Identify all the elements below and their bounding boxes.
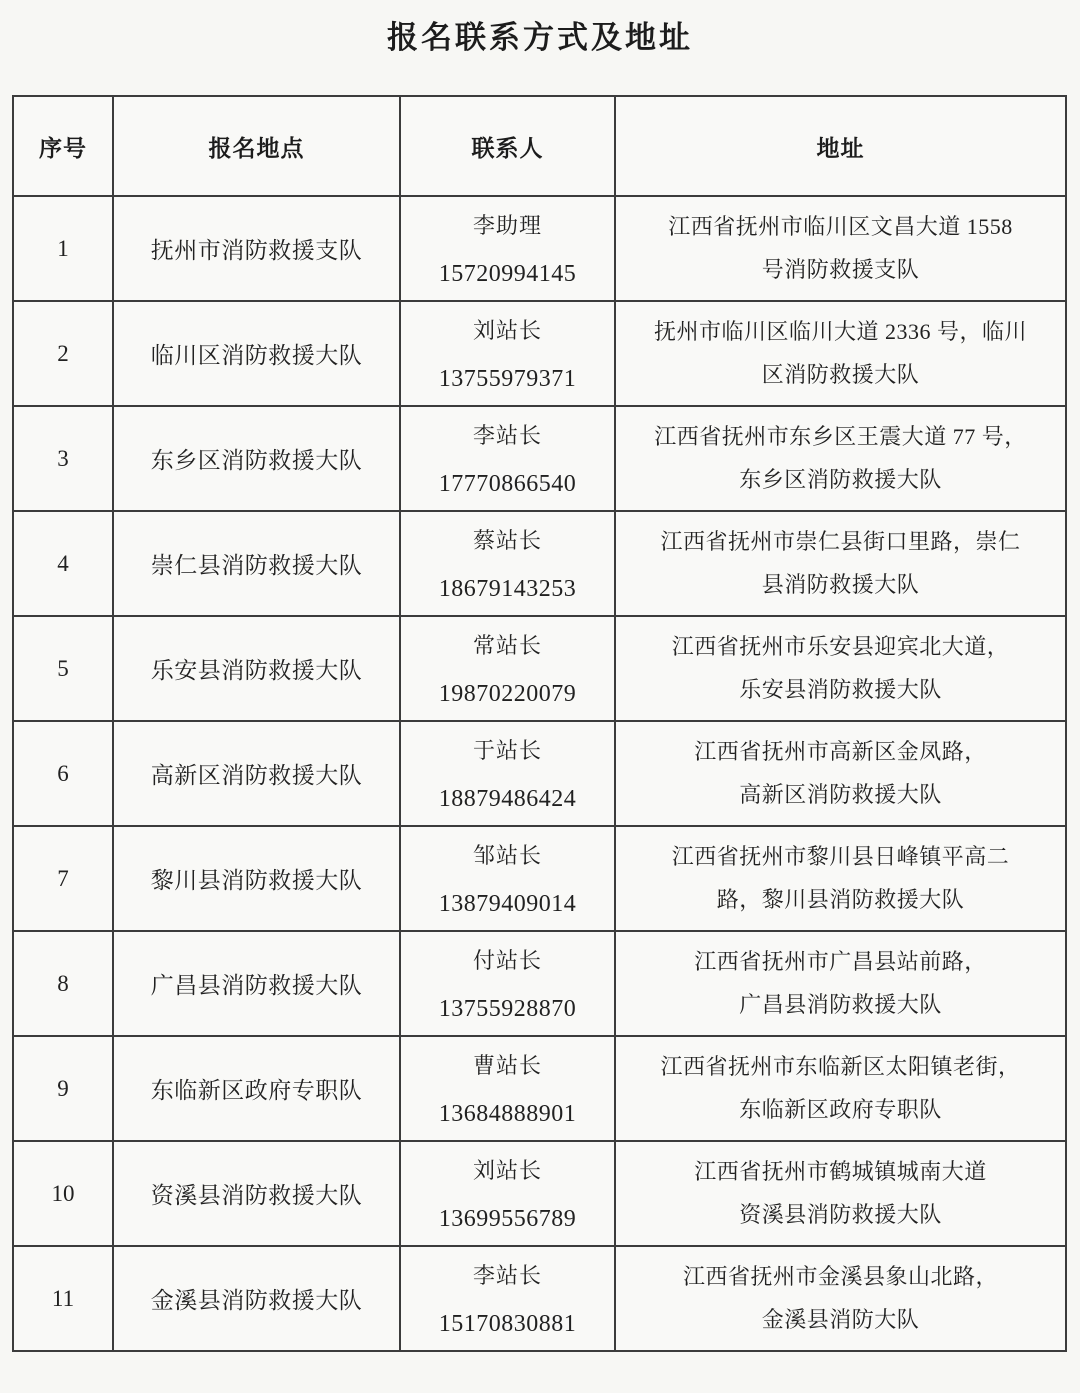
- contact-cell: [400, 406, 615, 511]
- contact-cell: [400, 511, 615, 616]
- table-row: [13, 301, 1066, 406]
- contact-name: 曹站长: [472, 1053, 542, 1078]
- registration-location: 东乡区消防救援大队: [113, 406, 400, 511]
- address-line-2: 东临新区政府专职队: [739, 1097, 942, 1122]
- contact-phone: 15720994145: [438, 261, 577, 287]
- contact-cell: [400, 301, 615, 406]
- contact-name: 李助理: [472, 213, 542, 238]
- table-header-row: [13, 96, 1066, 196]
- contact-name: 李站长: [472, 423, 542, 448]
- address-line-2: 东乡区消防救援大队: [739, 467, 942, 492]
- table-row: [13, 511, 1066, 616]
- registration-location: 临川区消防救援大队: [113, 301, 400, 406]
- table-row: [13, 721, 1066, 826]
- address-line-1: 江西省抚州市金溪县象山北路，: [682, 1263, 998, 1289]
- address-line-1: 江西省抚州市高新区金凤路，: [694, 738, 987, 764]
- registration-location: 崇仁县消防救援大队: [113, 511, 400, 616]
- contact-phone: 15170830881: [438, 1311, 577, 1337]
- table-row: [13, 931, 1066, 1036]
- contact-phone: 18679143253: [438, 576, 577, 602]
- address-cell: [615, 406, 1066, 511]
- contact-cell: [400, 616, 615, 721]
- row-serial-number: 9: [13, 1036, 113, 1141]
- contact-name: 刘站长: [472, 1158, 542, 1183]
- address-line-1: 江西省抚州市乐安县迎宾北大道，: [671, 633, 1010, 659]
- address-line-1: 江西省抚州市黎川县日峰镇平高二: [671, 843, 1010, 869]
- row-serial-number: 11: [13, 1246, 113, 1351]
- table-row: [13, 616, 1066, 721]
- registration-location: 金溪县消防救援大队: [113, 1246, 400, 1351]
- address-cell: [615, 1036, 1066, 1141]
- address-line-2: 高新区消防救援大队: [739, 782, 942, 807]
- registration-location: 东临新区政府专职队: [113, 1036, 400, 1141]
- address-cell: [615, 616, 1066, 721]
- row-serial-number: 4: [13, 511, 113, 616]
- contact-name: 李站长: [472, 1263, 542, 1288]
- address-line-1: 江西省抚州市东乡区王震大道 77 号，: [654, 423, 1027, 449]
- address-line-1: 江西省抚州市崇仁县街口里路，崇仁: [660, 528, 1021, 554]
- contact-name: 刘站长: [472, 318, 542, 343]
- address-cell: [615, 511, 1066, 616]
- contact-phone: 13699556789: [438, 1206, 577, 1232]
- address-line-2: 县消防救援大队: [761, 572, 920, 597]
- registration-location: 乐安县消防救援大队: [113, 616, 400, 721]
- table-row: [13, 1246, 1066, 1351]
- table-row: [13, 406, 1066, 511]
- contact-cell: [400, 931, 615, 1036]
- contact-phone: 13684888901: [438, 1101, 577, 1127]
- table-row: [13, 1141, 1066, 1246]
- address-line-1: 江西省抚州市鹤城镇城南大道: [694, 1158, 987, 1184]
- contact-phone: 19870220079: [438, 681, 577, 707]
- contact-name: 邹站长: [472, 843, 542, 868]
- address-line-2: 广昌县消防救援大队: [739, 992, 942, 1017]
- row-serial-number: 7: [13, 826, 113, 931]
- address-cell: [615, 196, 1066, 301]
- table-row: [13, 196, 1066, 301]
- contact-phone: 18879486424: [438, 786, 577, 812]
- registration-location: 黎川县消防救援大队: [113, 826, 400, 931]
- contact-name: 付站长: [472, 948, 542, 973]
- address-line-2: 乐安县消防救援大队: [739, 677, 942, 702]
- row-serial-number: 8: [13, 931, 113, 1036]
- row-serial-number: 6: [13, 721, 113, 826]
- address-line-2: 金溪县消防大队: [761, 1307, 920, 1332]
- row-serial-number: 2: [13, 301, 113, 406]
- registration-location: 抚州市消防救援支队: [113, 196, 400, 301]
- contact-name: 蔡站长: [472, 528, 542, 553]
- row-serial-number: 10: [13, 1141, 113, 1246]
- contact-phone: 13755979371: [438, 366, 577, 392]
- registration-location: 高新区消防救援大队: [113, 721, 400, 826]
- address-line-1: 江西省抚州市广昌县站前路，: [694, 948, 987, 974]
- registration-contact-table: [12, 95, 1067, 1352]
- address-line-2: 路，黎川县消防救援大队: [716, 887, 965, 912]
- header-address: 地址: [615, 96, 1066, 196]
- registration-location: 资溪县消防救援大队: [113, 1141, 400, 1246]
- header-serial-number: 序号: [13, 96, 113, 196]
- address-cell: [615, 301, 1066, 406]
- contact-phone: 13879409014: [438, 891, 577, 917]
- address-line-1: 抚州市临川区临川大道 2336 号，临川: [653, 318, 1027, 344]
- registration-location: 广昌县消防救援大队: [113, 931, 400, 1036]
- contact-name: 于站长: [472, 738, 542, 763]
- address-cell: [615, 931, 1066, 1036]
- row-serial-number: 1: [13, 196, 113, 301]
- table-row: [13, 1036, 1066, 1141]
- address-line-2: 区消防救援大队: [761, 362, 920, 387]
- contact-cell: [400, 1036, 615, 1141]
- row-serial-number: 5: [13, 616, 113, 721]
- contact-name: 常站长: [472, 633, 542, 658]
- contact-cell: [400, 196, 615, 301]
- header-registration-location: 报名地点: [113, 96, 400, 196]
- address-cell: [615, 1246, 1066, 1351]
- contact-phone: 17770866540: [438, 471, 577, 497]
- address-line-2: 号消防救援支队: [761, 257, 920, 282]
- address-line-2: 资溪县消防救援大队: [739, 1202, 942, 1227]
- contact-cell: [400, 826, 615, 931]
- address-line-1: 江西省抚州市临川区文昌大道 1558: [668, 213, 1013, 239]
- address-cell: [615, 1141, 1066, 1246]
- address-cell: [615, 721, 1066, 826]
- address-line-1: 江西省抚州市东临新区太阳镇老街，: [660, 1053, 1021, 1079]
- header-contact-person: 联系人: [400, 96, 615, 196]
- contact-cell: [400, 721, 615, 826]
- row-serial-number: 3: [13, 406, 113, 511]
- table-row: [13, 826, 1066, 931]
- contact-cell: [400, 1246, 615, 1351]
- contact-cell: [400, 1141, 615, 1246]
- address-cell: [615, 826, 1066, 931]
- page-title: 报名联系方式及地址: [387, 20, 693, 55]
- contact-phone: 13755928870: [438, 996, 577, 1022]
